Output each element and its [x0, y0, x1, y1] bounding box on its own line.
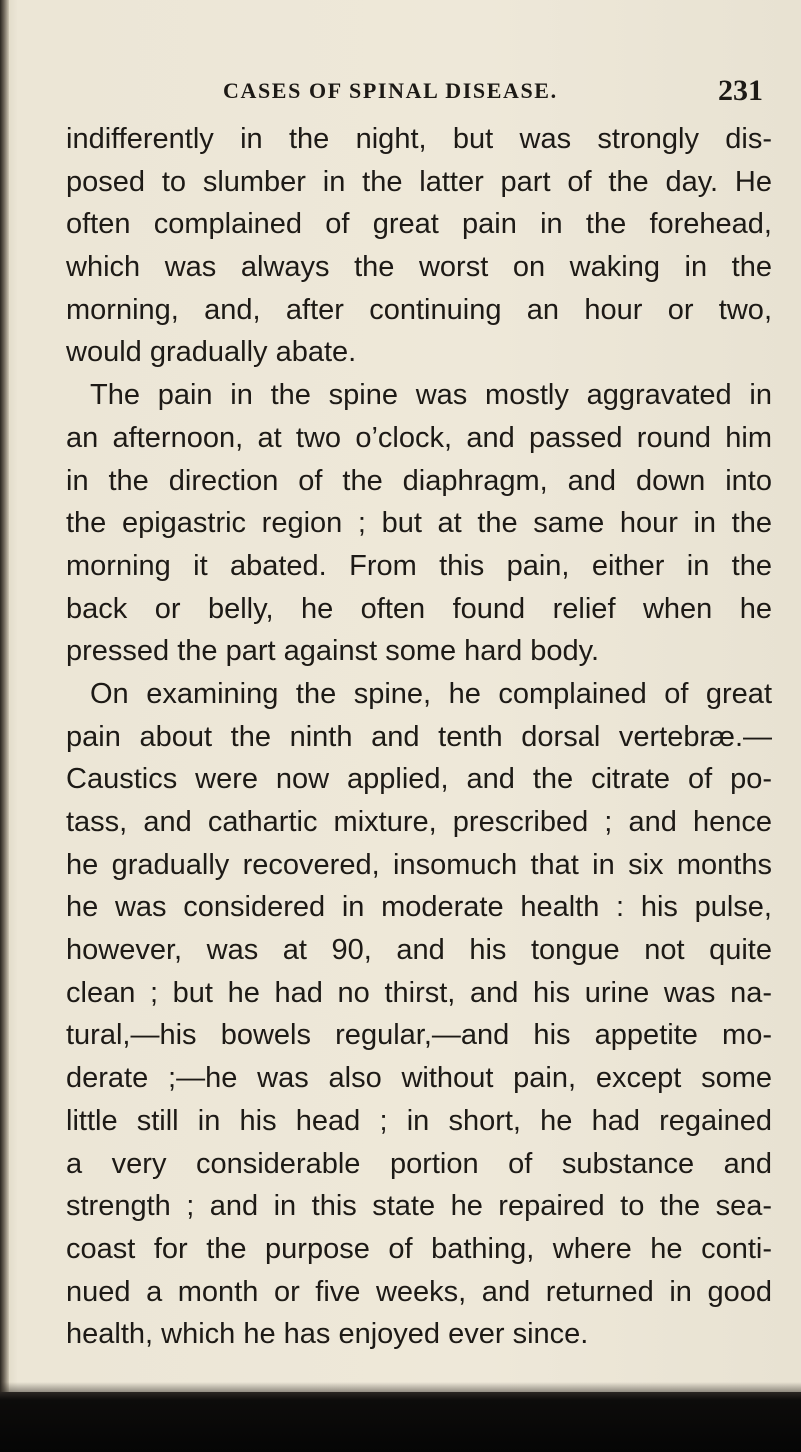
- page-number: 231: [718, 74, 763, 107]
- text-line: would gradually abate.: [66, 336, 357, 369]
- body-text: [66, 118, 772, 1356]
- text-line: nued a month or five weeks, and returned in good: [66, 1275, 772, 1308]
- text-line: indifferently in the night, but was strongly dis-: [66, 123, 772, 155]
- text-line: often complained of great pain in the forehead,: [66, 208, 772, 241]
- page-gutter-edge: [0, 0, 9, 1452]
- text-line: pressed the part against some hard body.: [66, 635, 600, 668]
- running-head: [223, 74, 763, 114]
- text-line: pain about the ninth and tenth dorsal vertebræ.—: [66, 720, 772, 753]
- text-line: back or belly, he often found relief when he: [66, 592, 772, 625]
- text-line: the epigastric region ; but at the same hour in the: [66, 507, 772, 540]
- text-line: which was always the worst on waking in the: [66, 251, 772, 284]
- text-line: tass, and cathartic mixture, prescribed ; and hence: [66, 806, 772, 838]
- text-line: an afternoon, at two o’clock, and passed round him: [66, 421, 772, 454]
- text-line: strength ; and in this state he repaired to the sea-: [66, 1190, 772, 1223]
- text-line: On examining the spine, he complained of great: [90, 677, 772, 710]
- text-line: health, which he has enjoyed ever since.: [66, 1318, 589, 1351]
- scan-bottom-edge: [0, 1392, 801, 1452]
- text-line: he gradually recovered, insomuch that in six months: [66, 848, 772, 881]
- text-line: little still in his head ; in short, he had regained: [66, 1104, 772, 1137]
- text-line: he was considered in moderate health : his pulse,: [66, 891, 772, 924]
- text-line: a very considerable portion of substance and: [66, 1147, 772, 1180]
- text-line: morning, and, after continuing an hour or two,: [66, 293, 772, 326]
- text-line: clean ; but he had no thirst, and his urine was na-: [66, 976, 772, 1009]
- text-line: morning it abated. From this pain, either in the: [66, 549, 772, 582]
- text-line: however, was at 90, and his tongue not quite: [66, 934, 772, 967]
- running-head-title: CASES OF SPINAL DISEASE.: [223, 78, 558, 103]
- text-line: derate ;—he was also without pain, except some: [66, 1062, 772, 1095]
- text-line: The pain in the spine was mostly aggravated in: [90, 379, 772, 412]
- text-line: Caustics were now applied, and the citrate of po-: [66, 763, 772, 796]
- text-line: posed to slumber in the latter part of the day. He: [66, 165, 772, 198]
- text-line: tural,—his bowels regular,—and his appetite mo-: [66, 1019, 772, 1052]
- text-line: coast for the purpose of bathing, where he conti-: [66, 1232, 772, 1265]
- text-line: in the direction of the diaphragm, and down into: [66, 464, 772, 497]
